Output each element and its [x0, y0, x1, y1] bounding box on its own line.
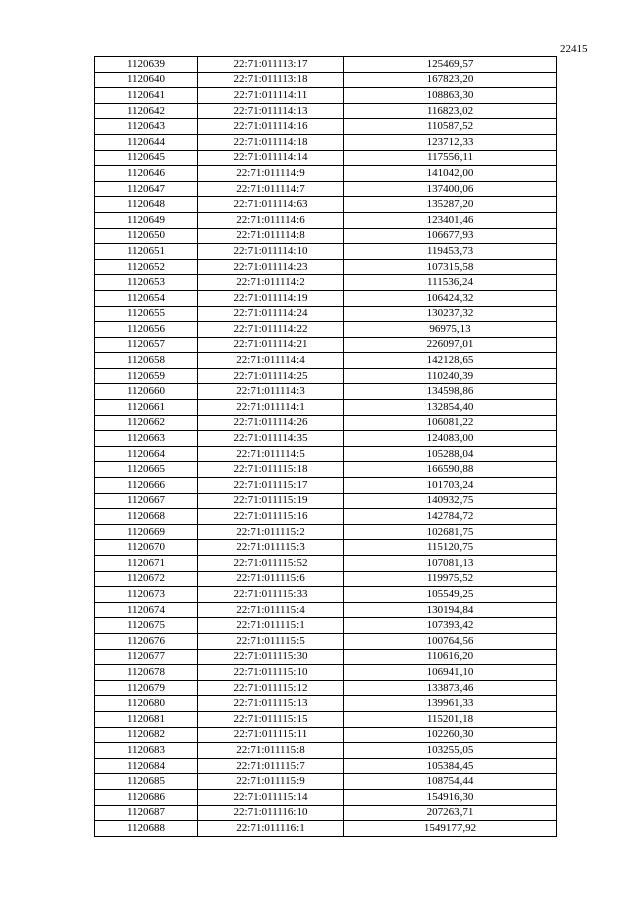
record-number-cell: 1120658 — [95, 353, 198, 369]
cadastral-value-cell: 105384,45 — [344, 758, 557, 774]
cadastral-number-cell: 22:71:011115:12 — [198, 680, 344, 696]
cadastral-value-cell: 105288,04 — [344, 446, 557, 462]
record-number-cell: 1120682 — [95, 727, 198, 743]
cadastral-number-cell: 22:71:011115:6 — [198, 571, 344, 587]
cadastral-number-cell: 22:71:011115:10 — [198, 665, 344, 681]
table-row — [95, 290, 557, 306]
record-number-cell: 1120679 — [95, 680, 198, 696]
cadastral-value-cell: 132854,40 — [344, 400, 557, 416]
record-number-cell: 1120661 — [95, 400, 198, 416]
record-number-cell: 1120654 — [95, 290, 198, 306]
cadastral-value-cell: 137400,06 — [344, 181, 557, 197]
record-number-cell: 1120639 — [95, 57, 198, 73]
table-row — [95, 212, 557, 228]
cadastral-number-cell: 22:71:011115:17 — [198, 478, 344, 494]
table-row — [95, 478, 557, 494]
cadastral-number-cell: 22:71:011114:1 — [198, 400, 344, 416]
cadastral-number-cell: 22:71:011114:11 — [198, 88, 344, 104]
record-number-cell: 1120680 — [95, 696, 198, 712]
record-number-cell: 1120668 — [95, 509, 198, 525]
table-row — [95, 493, 557, 509]
record-number-cell: 1120685 — [95, 774, 198, 790]
cadastral-value-cell: 123712,33 — [344, 134, 557, 150]
table-row — [95, 431, 557, 447]
cadastral-number-cell: 22:71:011115:13 — [198, 696, 344, 712]
record-number-cell: 1120672 — [95, 571, 198, 587]
record-number-cell: 1120688 — [95, 821, 198, 837]
table-row — [95, 197, 557, 213]
cadastral-number-cell: 22:71:011114:24 — [198, 306, 344, 322]
table-row — [95, 446, 557, 462]
record-number-cell: 1120671 — [95, 556, 198, 572]
record-number-cell: 1120666 — [95, 478, 198, 494]
cadastral-value-cell: 125469,57 — [344, 57, 557, 73]
cadastral-value-cell: 115120,75 — [344, 540, 557, 556]
record-number-cell: 1120676 — [95, 633, 198, 649]
cadastral-number-cell: 22:71:011114:25 — [198, 368, 344, 384]
record-number-cell: 1120659 — [95, 368, 198, 384]
cadastral-value-cell: 106081,22 — [344, 415, 557, 431]
record-number-cell: 1120650 — [95, 228, 198, 244]
table-row — [95, 306, 557, 322]
cadastral-value-cell: 130194,84 — [344, 602, 557, 618]
table-row — [95, 368, 557, 384]
cadastral-number-cell: 22:71:011114:3 — [198, 384, 344, 400]
record-number-cell: 1120663 — [95, 431, 198, 447]
cadastral-number-cell: 22:71:011116:1 — [198, 821, 344, 837]
record-number-cell: 1120674 — [95, 602, 198, 618]
cadastral-value-cell: 105549,25 — [344, 587, 557, 603]
record-number-cell: 1120673 — [95, 587, 198, 603]
table-row — [95, 415, 557, 431]
table-row — [95, 509, 557, 525]
cadastral-value-cell: 106424,32 — [344, 290, 557, 306]
cadastral-value-cell: 123401,46 — [344, 212, 557, 228]
cadastral-number-cell: 22:71:011114:2 — [198, 275, 344, 291]
cadastral-value-cell: 167823,20 — [344, 72, 557, 88]
cadastral-number-cell: 22:71:011115:1 — [198, 618, 344, 634]
cadastral-value-cell: 226097,01 — [344, 337, 557, 353]
cadastral-number-cell: 22:71:011114:23 — [198, 259, 344, 275]
record-number-cell: 1120648 — [95, 197, 198, 213]
table-row — [95, 462, 557, 478]
cadastral-number-cell: 22:71:011115:3 — [198, 540, 344, 556]
record-number-cell: 1120670 — [95, 540, 198, 556]
record-number-cell: 1120657 — [95, 337, 198, 353]
table-row — [95, 119, 557, 135]
table-row — [95, 649, 557, 665]
cadastral-number-cell: 22:71:011115:16 — [198, 509, 344, 525]
cadastral-value-cell: 96975,13 — [344, 322, 557, 338]
table-row — [95, 711, 557, 727]
record-number-cell: 1120640 — [95, 72, 198, 88]
record-number-cell: 1120665 — [95, 462, 198, 478]
record-number-cell: 1120664 — [95, 446, 198, 462]
cadastral-value-cell: 107393,42 — [344, 618, 557, 634]
record-number-cell: 1120667 — [95, 493, 198, 509]
cadastral-number-cell: 22:71:011114:6 — [198, 212, 344, 228]
table-row — [95, 244, 557, 260]
cadastral-number-cell: 22:71:011114:18 — [198, 134, 344, 150]
cadastral-number-cell: 22:71:011115:15 — [198, 711, 344, 727]
cadastral-number-cell: 22:71:011115:2 — [198, 524, 344, 540]
cadastral-number-cell: 22:71:011115:14 — [198, 789, 344, 805]
table-row — [95, 727, 557, 743]
cadastral-number-cell: 22:71:011114:4 — [198, 353, 344, 369]
cadastral-value-cell: 102681,75 — [344, 524, 557, 540]
table-row — [95, 228, 557, 244]
cadastral-number-cell: 22:71:011114:5 — [198, 446, 344, 462]
cadastral-value-cell: 140932,75 — [344, 493, 557, 509]
table-row — [95, 540, 557, 556]
table-row — [95, 633, 557, 649]
record-number-cell: 1120686 — [95, 789, 198, 805]
cadastral-value-cell: 108863,30 — [344, 88, 557, 104]
table-row — [95, 758, 557, 774]
cadastral-value-cell: 103255,05 — [344, 743, 557, 759]
table-row — [95, 680, 557, 696]
cadastral-value-cell: 108754,44 — [344, 774, 557, 790]
cadastral-value-cell: 107315,58 — [344, 259, 557, 275]
cadastral-value-cell: 110616,20 — [344, 649, 557, 665]
cadastral-number-cell: 22:71:011114:14 — [198, 150, 344, 166]
table-row — [95, 88, 557, 104]
cadastral-number-cell: 22:71:011114:8 — [198, 228, 344, 244]
cadastral-value-cell: 111536,24 — [344, 275, 557, 291]
table-row — [95, 805, 557, 821]
record-number-cell: 1120651 — [95, 244, 198, 260]
cadastral-value-cell: 154916,30 — [344, 789, 557, 805]
cadastral-number-cell: 22:71:011114:10 — [198, 244, 344, 260]
cadastral-value-cell: 207263,71 — [344, 805, 557, 821]
cadastral-value-cell: 139961,33 — [344, 696, 557, 712]
table-row — [95, 556, 557, 572]
cadastral-number-cell: 22:71:011115:30 — [198, 649, 344, 665]
record-number-cell: 1120678 — [95, 665, 198, 681]
cadastral-value-cell: 119453,73 — [344, 244, 557, 260]
record-number-cell: 1120642 — [95, 103, 198, 119]
cadastral-value-cell: 101703,24 — [344, 478, 557, 494]
cadastral-number-cell: 22:71:011113:18 — [198, 72, 344, 88]
table-row — [95, 181, 557, 197]
table-row — [95, 337, 557, 353]
cadastral-number-cell: 22:71:011115:19 — [198, 493, 344, 509]
record-number-cell: 1120660 — [95, 384, 198, 400]
cadastral-value-cell: 141042,00 — [344, 166, 557, 182]
cadastral-number-cell: 22:71:011114:7 — [198, 181, 344, 197]
table-body — [95, 57, 557, 837]
table-row — [95, 587, 557, 603]
cadastral-value-cell: 142128,65 — [344, 353, 557, 369]
cadastral-value-cell: 124083,00 — [344, 431, 557, 447]
cadastral-number-cell: 22:71:011115:18 — [198, 462, 344, 478]
table-row — [95, 150, 557, 166]
cadastral-number-cell: 22:71:011114:19 — [198, 290, 344, 306]
cadastral-number-cell: 22:71:011114:22 — [198, 322, 344, 338]
cadastral-value-cell: 107081,13 — [344, 556, 557, 572]
cadastral-number-cell: 22:71:011115:52 — [198, 556, 344, 572]
record-number-cell: 1120656 — [95, 322, 198, 338]
cadastral-number-cell: 22:71:011114:9 — [198, 166, 344, 182]
record-number-cell: 1120645 — [95, 150, 198, 166]
cadastral-value-cell: 133873,46 — [344, 680, 557, 696]
table-row — [95, 821, 557, 837]
cadastral-value-cell: 130237,32 — [344, 306, 557, 322]
cadastral-number-cell: 22:71:011115:5 — [198, 633, 344, 649]
record-number-cell: 1120655 — [95, 306, 198, 322]
cadastral-value-cell: 106677,93 — [344, 228, 557, 244]
cadastral-value-cell: 110240,39 — [344, 368, 557, 384]
record-number-cell: 1120675 — [95, 618, 198, 634]
cadastral-value-cell: 102260,30 — [344, 727, 557, 743]
table-row — [95, 400, 557, 416]
cadastral-number-cell: 22:71:011114:35 — [198, 431, 344, 447]
table-row — [95, 743, 557, 759]
record-number-cell: 1120646 — [95, 166, 198, 182]
cadastral-number-cell: 22:71:011114:13 — [198, 103, 344, 119]
cadastral-value-cell: 1549177,92 — [344, 821, 557, 837]
record-number-cell: 1120644 — [95, 134, 198, 150]
cadastral-value-cell: 116823,02 — [344, 103, 557, 119]
table-row — [95, 774, 557, 790]
table-row — [95, 275, 557, 291]
cadastral-value-cell: 119975,52 — [344, 571, 557, 587]
record-number-cell: 1120662 — [95, 415, 198, 431]
cadastral-value-cell: 117556,11 — [344, 150, 557, 166]
table-row — [95, 384, 557, 400]
record-number-cell: 1120641 — [95, 88, 198, 104]
table-row — [95, 571, 557, 587]
record-number-cell: 1120684 — [95, 758, 198, 774]
cadastral-number-cell: 22:71:011114:16 — [198, 119, 344, 135]
table-row — [95, 618, 557, 634]
table-row — [95, 57, 557, 73]
cadastral-number-cell: 22:71:011113:17 — [198, 57, 344, 73]
table-row — [95, 353, 557, 369]
cadastral-number-cell: 22:71:011115:33 — [198, 587, 344, 603]
record-number-cell: 1120643 — [95, 119, 198, 135]
table-row — [95, 602, 557, 618]
cadastral-value-cell: 115201,18 — [344, 711, 557, 727]
cadastral-value-cell: 110587,52 — [344, 119, 557, 135]
cadastral-value-cell: 100764,56 — [344, 633, 557, 649]
cadastral-number-cell: 22:71:011115:4 — [198, 602, 344, 618]
page-number: 22415 — [560, 43, 588, 55]
table-row — [95, 103, 557, 119]
cadastral-value-cell: 142784,72 — [344, 509, 557, 525]
table-row — [95, 789, 557, 805]
cadastral-number-cell: 22:71:011116:10 — [198, 805, 344, 821]
record-number-cell: 1120652 — [95, 259, 198, 275]
cadastral-number-cell: 22:71:011115:7 — [198, 758, 344, 774]
record-number-cell: 1120683 — [95, 743, 198, 759]
cadastral-number-cell: 22:71:011114:63 — [198, 197, 344, 213]
cadastral-value-cell: 134598,86 — [344, 384, 557, 400]
cadastral-value-cell: 166590,88 — [344, 462, 557, 478]
table-row — [95, 665, 557, 681]
record-number-cell: 1120647 — [95, 181, 198, 197]
table-row — [95, 166, 557, 182]
table-row — [95, 524, 557, 540]
cadastral-number-cell: 22:71:011115:11 — [198, 727, 344, 743]
record-number-cell: 1120681 — [95, 711, 198, 727]
record-number-cell: 1120687 — [95, 805, 198, 821]
table-row — [95, 696, 557, 712]
record-number-cell: 1120649 — [95, 212, 198, 228]
table-row — [95, 259, 557, 275]
record-number-cell: 1120677 — [95, 649, 198, 665]
data-table — [94, 56, 557, 837]
cadastral-number-cell: 22:71:011115:9 — [198, 774, 344, 790]
cadastral-number-cell: 22:71:011115:8 — [198, 743, 344, 759]
record-number-cell: 1120653 — [95, 275, 198, 291]
cadastral-value-cell: 106941,10 — [344, 665, 557, 681]
table-row — [95, 134, 557, 150]
cadastral-number-cell: 22:71:011114:21 — [198, 337, 344, 353]
cadastral-value-cell: 135287,20 — [344, 197, 557, 213]
table-row — [95, 322, 557, 338]
table-row — [95, 72, 557, 88]
cadastral-number-cell: 22:71:011114:26 — [198, 415, 344, 431]
record-number-cell: 1120669 — [95, 524, 198, 540]
